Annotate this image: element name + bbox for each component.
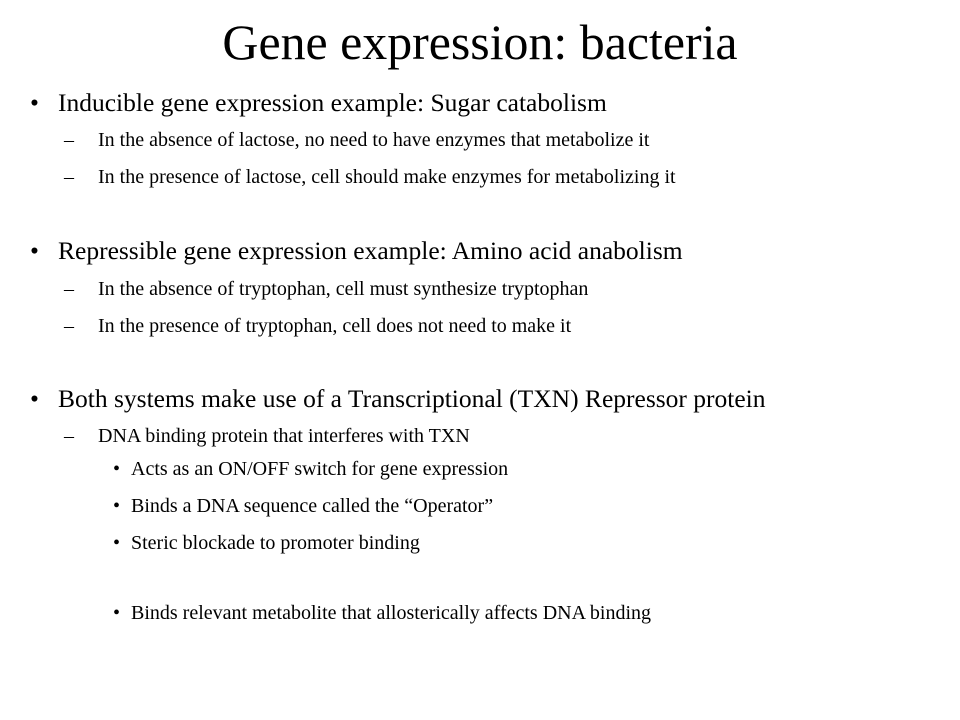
subitem-tryptophan-presence: In the presence of tryptophan, cell does not need to make it <box>98 315 572 337</box>
subsubitem-on-off-switch: Acts as an ON/OFF switch for gene expression <box>131 458 509 480</box>
bullet-icon: • <box>30 384 39 413</box>
subsubitem-operator: Binds a DNA sequence called the “Operator” <box>131 495 494 517</box>
dash-icon: – <box>64 425 74 447</box>
dash-icon: – <box>64 315 74 337</box>
bullet-icon: • <box>30 88 39 117</box>
dash-icon: – <box>64 278 74 300</box>
dash-icon: – <box>64 166 74 188</box>
dash-icon: – <box>64 129 74 151</box>
subsubitem-metabolite-binding: Binds relevant metabolite that allosterically affects DNA binding <box>131 602 652 624</box>
bullet-icon: • <box>113 532 121 554</box>
subitem-lactose-absence: In the absence of lactose, no need to have enzymes that metabolize it <box>98 129 650 151</box>
bullet-icon: • <box>113 602 121 624</box>
slide-title: Gene expression: bacteria <box>222 15 738 70</box>
bullet-item-inducible: Inducible gene expression example: Sugar catabolism <box>58 88 607 117</box>
bullet-icon: • <box>30 236 39 265</box>
bullet-item-repressor-protein: Both systems make use of a Transcriptional (TXN) Repressor protein <box>58 384 766 413</box>
subsubitem-steric-blockade: Steric blockade to promoter binding <box>131 532 420 554</box>
bullet-item-repressible: Repressible gene expression example: Amino acid anabolism <box>58 236 683 265</box>
bullet-icon: • <box>113 495 121 517</box>
subitem-dna-binding: DNA binding protein that interferes with TXN <box>98 425 470 447</box>
subitem-lactose-presence: In the presence of lactose, cell should make enzymes for metabolizing it <box>98 166 676 188</box>
bullet-icon: • <box>113 458 121 480</box>
subitem-tryptophan-absence: In the absence of tryptophan, cell must synthesize tryptophan <box>98 278 589 300</box>
